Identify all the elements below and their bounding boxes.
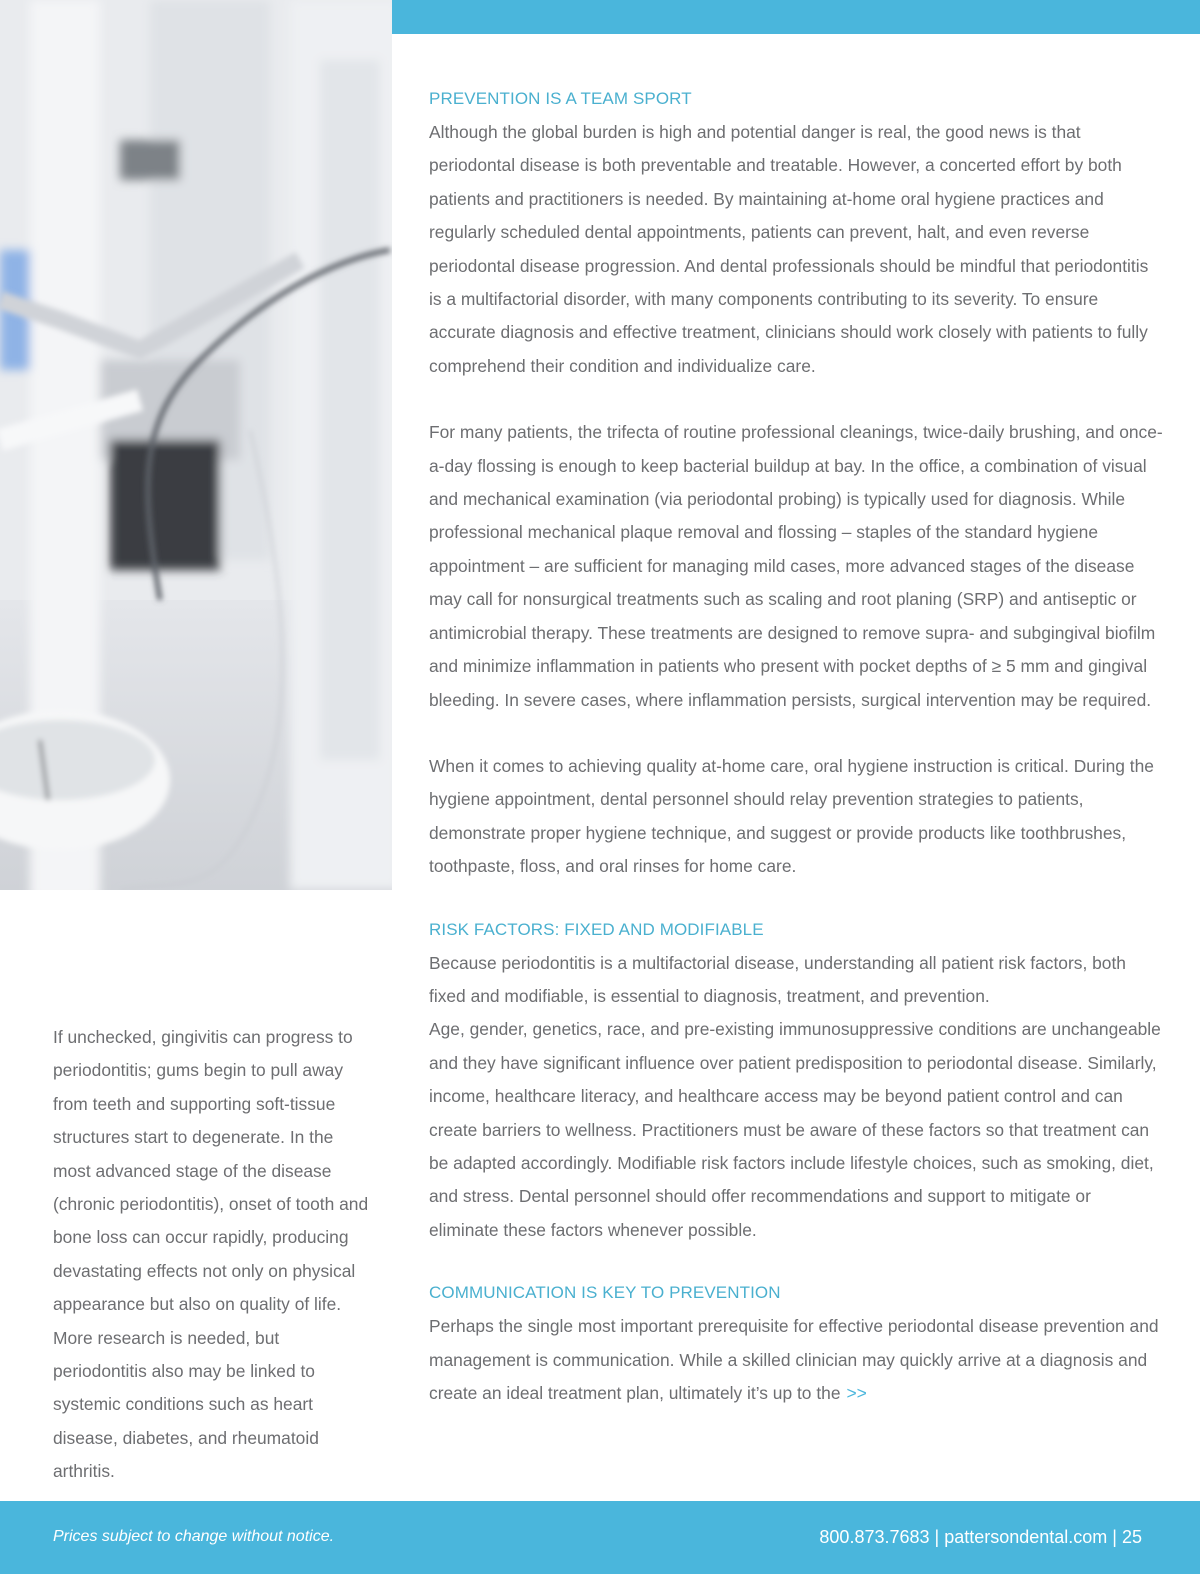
heading-prevention: PREVENTION IS A TEAM SPORT <box>429 89 692 108</box>
continue-arrows[interactable]: >> <box>846 1383 867 1403</box>
top-accent-bar <box>392 0 1200 34</box>
heading-communication: COMMUNICATION IS KEY TO PREVENTION <box>429 1283 781 1303</box>
prevention-paragraph-3: When it comes to achieving quality at-home care, oral hygiene instruction is critical. During the hygiene appointment, dental personnel should relay prevention strategies to patients, demonstrate proper hygiene technique, and suggest or provide products like toothbrushes, toothpaste, floss, and oral rinses for home care. <box>429 755 1154 877</box>
prevention-paragraph-2: For many patients, the trifecta of routine professional cleanings, twice-daily brushing, and once-a-day flossing is enough to keep bacterial buildup at bay. In the office, a combination of visual and mechanical examination (via periodontal probing) is typically used for diagnosis. While professional mechanical plaque removal and flossing – staples of the standard hygiene appointment – are sufficient for managing mild cases, more advanced stages of the disease may call for nonsurgical treatments such as scaling and root planing (SRP) and antiseptic or antimicrobial therapy. These treatments are designed to remove supra- and subgingival biofilm and minimize inflammation in patients who present with pocket depths of ≥ 5 mm and gingival bleeding. In severe cases, where inflammation persists, surgical intervention may be required. <box>429 422 1163 710</box>
communication-text: Perhaps the single most important prerequisite for effective periodontal disease prevention and management is communication. While a skilled clinician may quickly arrive at a diagnosis and create an ideal treatment plan, ultimately it’s up to the <box>429 1316 1159 1403</box>
heading-risk-factors: RISK FACTORS: FIXED AND MODIFIABLE <box>429 919 764 939</box>
main-column <box>429 86 1165 1410</box>
communication-paragraph <box>429 1310 1165 1410</box>
dental-office-photo <box>0 0 392 890</box>
sidebar-pull-text: If unchecked, gingivitis can progress to periodontitis; gums begin to pull away from teeth and supporting soft-tissue structures start to degenerate. In the most advanced stage of the disease (chronic periodontitis), onset of tooth and bone loss can occur rapidly, producing devastating effects not only on physical appearance but also on quality of life. More research is needed, but periodontitis also may be linked to systemic conditions such as heart disease, diabetes, and rheumatoid arthritis. <box>53 1027 369 1482</box>
footer-price-note: Prices subject to change without notice. <box>53 1528 335 1545</box>
prevention-paragraph-1: Although the global burden is high and potential danger is real, the good news is that periodontal disease is both preventable and treatable. However, a concerted effort by both patients and practitioners is needed. By maintaining at-home oral hygiene practices and regularly scheduled dental appointments, patients can prevent, halt, and even reverse periodontal disease progression. And dental professionals should be mindful that periodontitis is a multifactorial disorder, with many components contributing to its severity. To ensure accurate diagnosis and effective treatment, clinicians should work closely with patients to fully comprehend their condition and individualize care. <box>429 122 1149 376</box>
footer-bar <box>0 1501 1200 1574</box>
risk-paragraph-1b: Age, gender, genetics, race, and pre-existing immunosuppressive conditions are unchangeable and they have significant influence over patient predisposition to periodontal disease. Similarly, income, healthcare literacy, and healthcare access may be beyond patient control and can create barriers to wellness. Practitioners must be aware of these factors so that treatment can be adapted accordingly. Modifiable risk factors include lifestyle choices, such as smoking, diet, and stress. Dental personnel should offer recommendations and support to mitigate or eliminate these factors whenever possible. <box>429 1019 1161 1240</box>
footer-contact: 800.873.7683 | pattersondental.com | 25 <box>819 1527 1142 1547</box>
photo-illustration <box>0 0 392 890</box>
risk-paragraph-1a: Because periodontitis is a multifactorial disease, understanding all patient risk factors, both fixed and modifiable, is essential to diagnosis, treatment, and prevention. <box>429 952 1126 1006</box>
